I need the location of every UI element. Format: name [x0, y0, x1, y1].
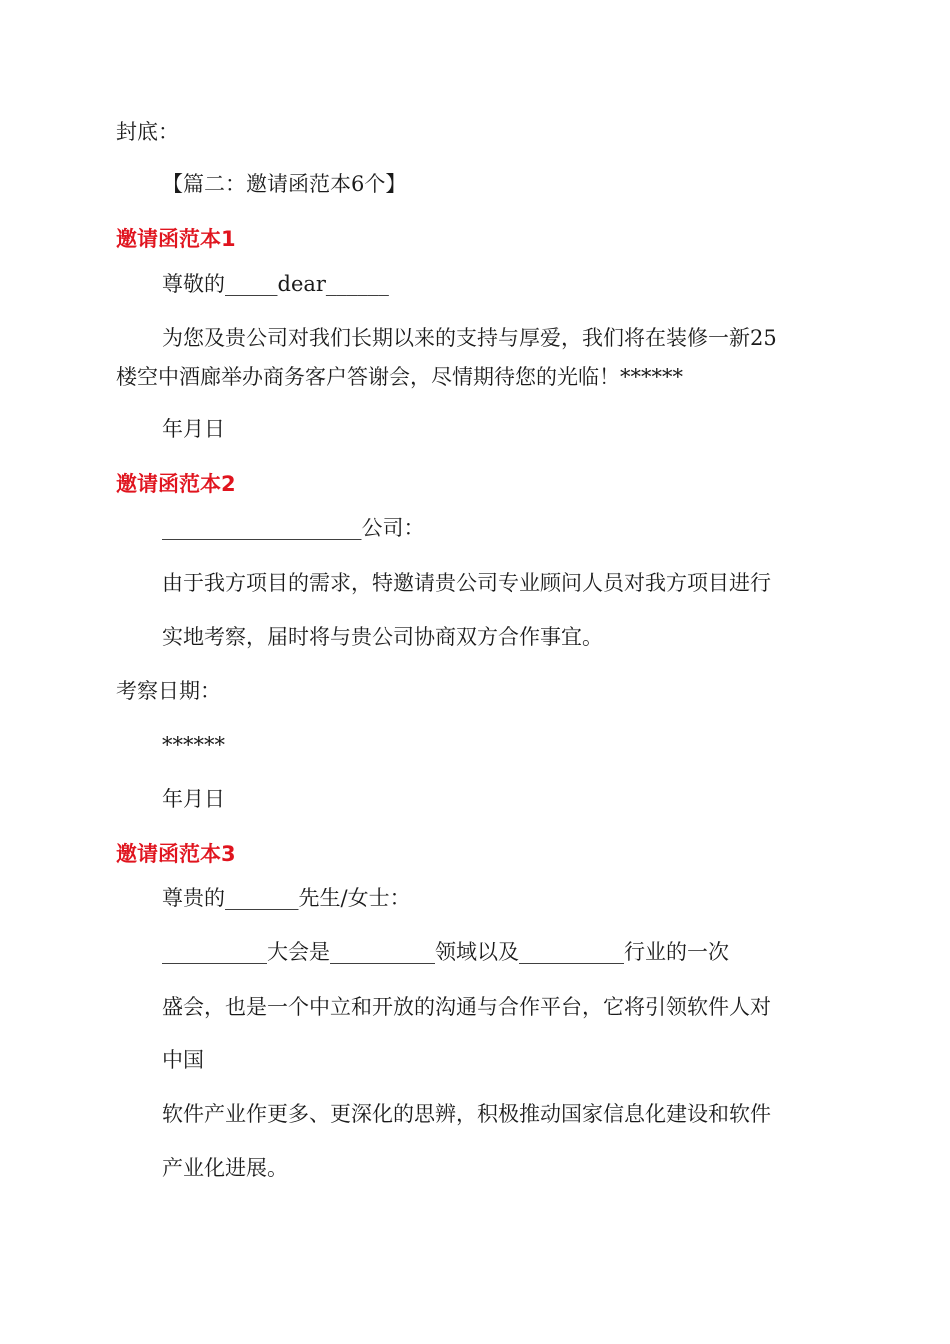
section3-body-line5: 产业化进展。 — [162, 1156, 288, 1180]
back-cover-label: 封底： — [116, 120, 179, 144]
section2-body-line2: 实地考察，届时将与贵公司协商双方合作事宜。 — [162, 625, 603, 649]
section2-date-label: 考察日期： — [116, 679, 221, 703]
section-heading-1: 邀请函范本1 — [116, 227, 236, 251]
section2-body-line1: 由于我方项目的需求，特邀请贵公司专业顾问人员对我方项目进行 — [162, 571, 771, 595]
section3-body-line2: 盛会，也是一个中立和开放的沟通与合作平台，它将引领软件人对 — [162, 995, 771, 1019]
section1-date: 年月日 — [162, 417, 225, 441]
section2-date: 年月日 — [162, 787, 225, 811]
section-heading-2: 邀请函范本2 — [116, 472, 236, 496]
section3-body-line4: 软件产业作更多、更深化的思辨，积极推动国家信息化建设和软件 — [162, 1102, 771, 1126]
section2-company: ___________________公司： — [162, 516, 425, 540]
section2-stars: ****** — [162, 733, 225, 757]
section1-body-line2: 楼空中酒廊举办商务客户答谢会，尽情期待您的光临！****** — [116, 365, 683, 389]
section3-body-line1: __________大会是__________领域以及__________行业的一次 — [162, 940, 729, 964]
section-heading-3: 邀请函范本3 — [116, 842, 236, 866]
section1-body-line1: 为您及贵公司对我们长期以来的支持与厚爱，我们将在装修一新25 — [162, 326, 777, 350]
section3-salutation: 尊贵的_______先生/女士： — [162, 886, 411, 910]
section1-salutation: 尊敬的_____dear______ — [162, 272, 389, 296]
section3-body-line3: 中国 — [162, 1048, 204, 1072]
part-title: 【篇二：邀请函范本6个】 — [162, 172, 407, 196]
